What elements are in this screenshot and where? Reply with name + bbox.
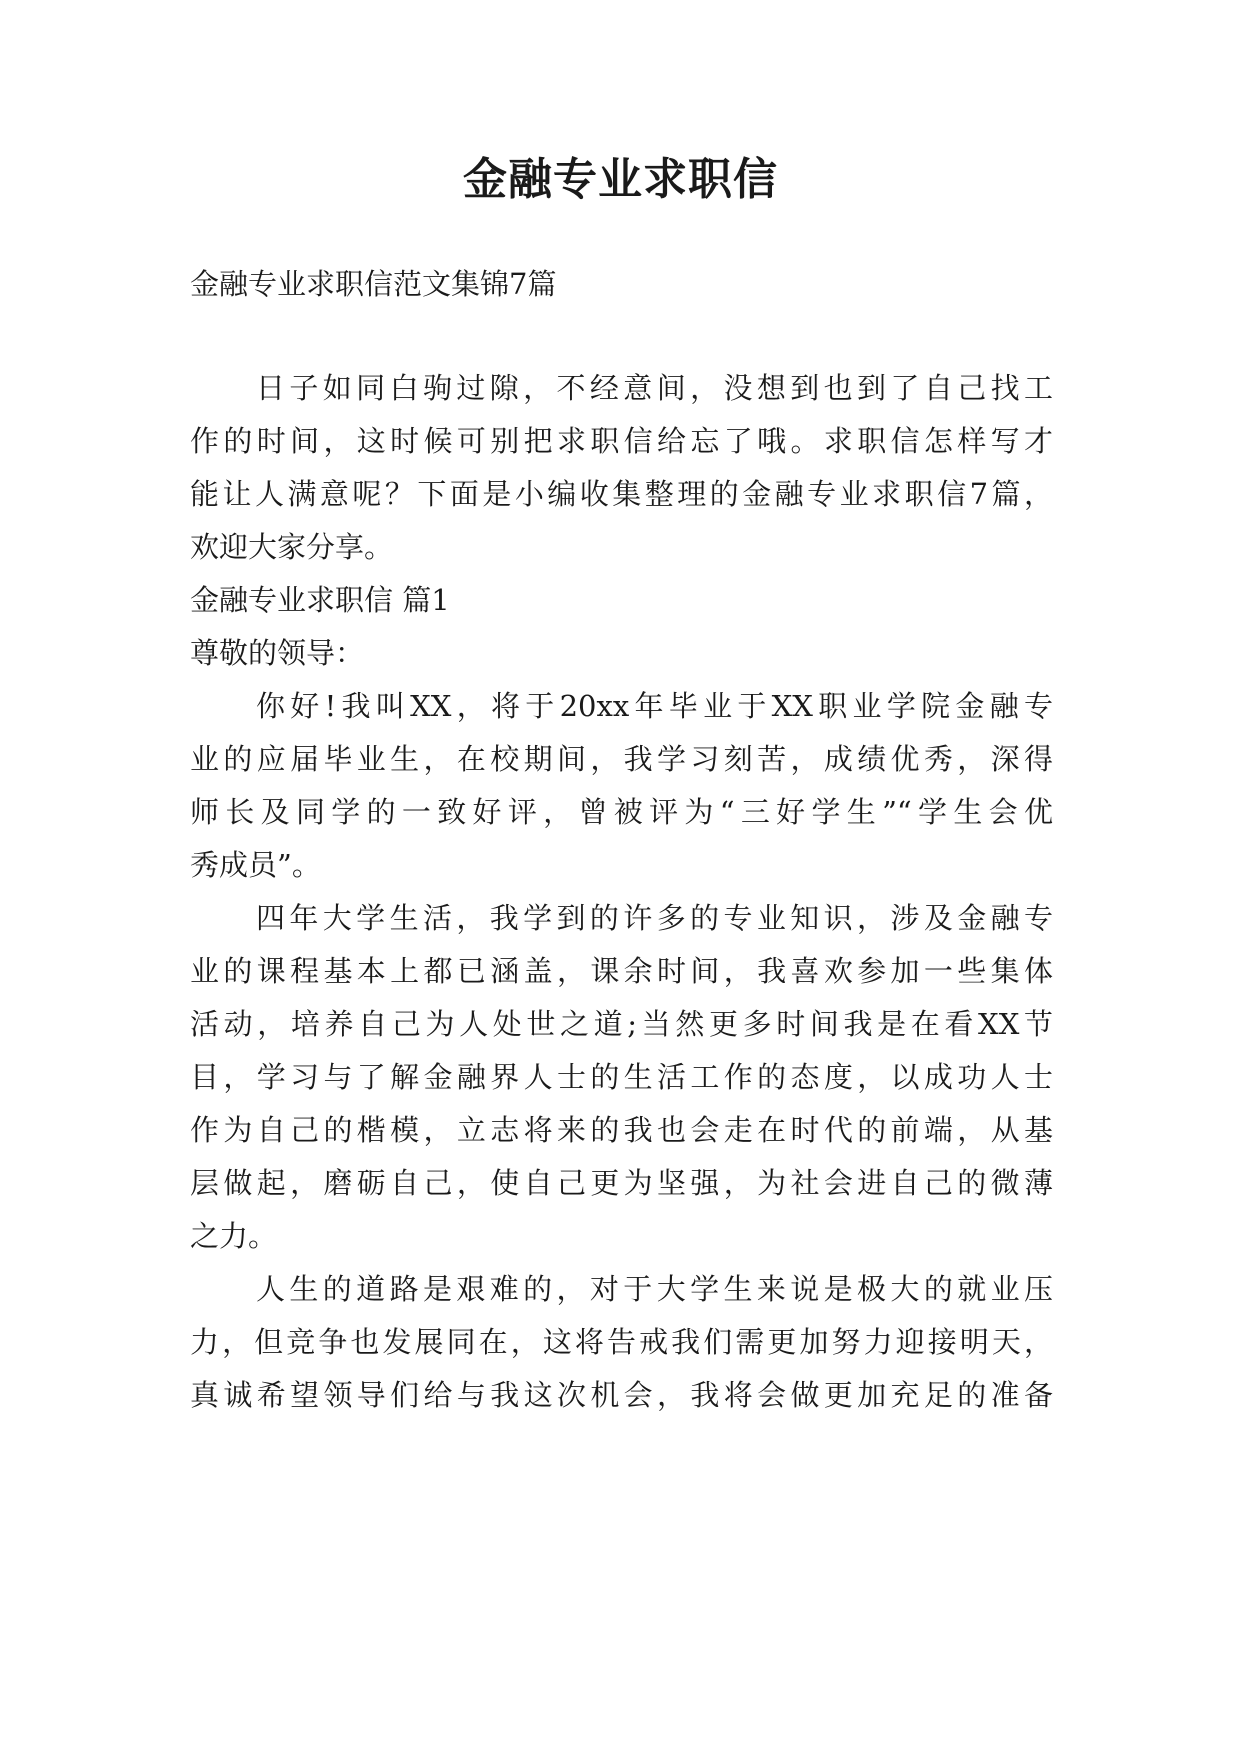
paragraph3-line: 真诚希望领导们给与我这次机会，我将会做更加充足的准备 <box>190 1378 1053 1412</box>
paragraph2-line: 四年大学生活，我学到的许多的专业知识，涉及金融专 <box>256 901 1053 935</box>
intro-line: 日子如同白驹过隙，不经意间，没想到也到了自己找工 <box>256 371 1053 405</box>
paragraph1-line: 你好!我叫XX，将于20xx年毕业于XX职业学院金融专 <box>256 689 1053 723</box>
salutation: 尊敬的领导： <box>190 636 365 670</box>
paragraph2-line: 业的课程基本上都已涵盖，课余时间，我喜欢参加一些集体 <box>190 954 1053 988</box>
section-heading: 金融专业求职信 篇1 <box>190 583 450 617</box>
paragraph2-line: 目，学习与了解金融界人士的生活工作的态度，以成功人士 <box>190 1060 1053 1094</box>
paragraph3-line: 人生的道路是艰难的，对于大学生来说是极大的就业压 <box>256 1272 1053 1306</box>
paragraph3-line: 力，但竞争也发展同在，这将告戒我们需更加努力迎接明天， <box>190 1325 1053 1359</box>
intro-line: 作的时间，这时候可别把求职信给忘了哦。求职信怎样写才 <box>190 424 1053 458</box>
paragraph2-line: 之力。 <box>190 1219 278 1253</box>
paragraph1-line: 师长及同学的一致好评，曾被评为“三好学生”“学生会优 <box>190 795 1053 829</box>
intro-line: 欢迎大家分享。 <box>190 530 394 564</box>
intro-line: 能让人满意呢？下面是小编收集整理的金融专业求职信7篇， <box>190 477 1053 511</box>
paragraph2-line: 活动，培养自己为人处世之道;当然更多时间我是在看XX节 <box>190 1007 1053 1041</box>
paragraph2-line: 作为自己的楷模，立志将来的我也会走在时代的前端，从基 <box>190 1113 1053 1147</box>
document-title: 金融专业求职信 <box>463 154 778 205</box>
document-subtitle: 金融专业求职信范文集锦7篇 <box>190 267 557 301</box>
paragraph1-line: 秀成员”。 <box>190 848 321 882</box>
paragraph2-line: 层做起，磨砺自己，使自己更为坚强，为社会进自己的微薄 <box>190 1166 1053 1200</box>
paragraph1-line: 业的应届毕业生，在校期间，我学习刻苦，成绩优秀，深得 <box>190 742 1053 776</box>
